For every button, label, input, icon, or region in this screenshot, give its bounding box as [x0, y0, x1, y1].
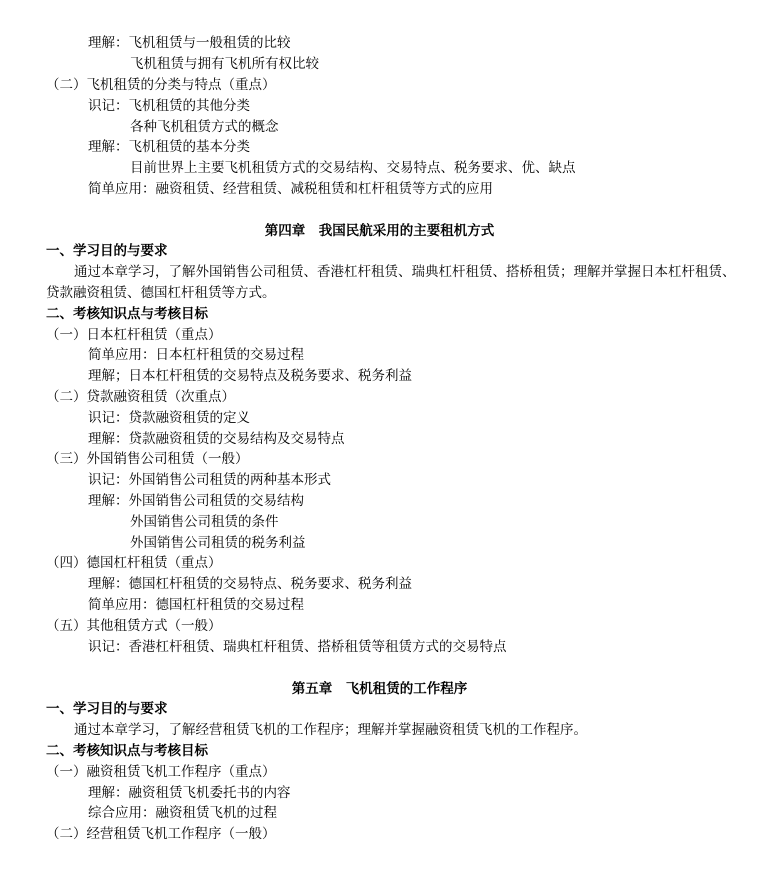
text-line: 外国销售公司租赁的条件	[130, 514, 279, 530]
text-line: 理解：贷款融资租赁的交易结构及交易特点	[88, 431, 345, 447]
text-line: 简单应用：德国杠杆租赁的交易过程	[88, 597, 304, 613]
section-heading: （二）贷款融资租赁（次重点）	[46, 389, 235, 405]
paragraph-line: 贷款融资租赁、德国杠杆租赁等方式。	[46, 285, 276, 301]
heading: 一、学习目的与要求	[46, 243, 168, 259]
text-line: 理解：德国杠杆租赁的交易特点、税务要求、税务利益	[88, 576, 412, 592]
text-line: 综合应用：融资租赁飞机的过程	[88, 805, 277, 821]
text-line: 简单应用：融资租赁、经营租赁、减税租赁和杠杆租赁等方式的应用	[88, 181, 493, 197]
text-line: 各种飞机租赁方式的概念	[130, 119, 279, 135]
section-heading: （三）外国销售公司租赁（一般）	[46, 451, 249, 467]
text-line: 理解：外国销售公司租赁的交易结构	[88, 493, 304, 509]
text-line: 识记：飞机租赁的其他分类	[88, 98, 250, 114]
text-line: 理解；日本杠杆租赁的交易特点及税务要求、税务利益	[88, 368, 412, 384]
chapter-title: 第四章 我国民航采用的主要租机方式	[264, 223, 495, 239]
text-line: 飞机租赁与拥有飞机所有权比较	[130, 56, 319, 72]
paragraph-line: 通过本章学习，了解经营租赁飞机的工作程序；理解并掌握融资租赁飞机的工作程序。	[74, 722, 587, 738]
heading: 二、考核知识点与考核目标	[46, 743, 208, 759]
section-heading: （二）飞机租赁的分类与特点（重点）	[46, 77, 276, 93]
section-heading: （四）德国杠杆租赁（重点）	[46, 555, 222, 571]
text-line: 理解：飞机租赁的基本分类	[88, 139, 250, 155]
text-line: 识记：贷款融资租赁的定义	[88, 410, 250, 426]
text-line: 理解：融资租赁飞机委托书的内容	[88, 785, 291, 801]
text-line: 识记：香港杠杆租赁、瑞典杠杆租赁、搭桥租赁等租赁方式的交易特点	[88, 639, 507, 655]
paragraph-line: 通过本章学习，了解外国销售公司租赁、香港杠杆租赁、瑞典杠杆租赁、搭桥租赁；理解并掌握日本杠杆租赁、	[74, 264, 736, 280]
text-line: 简单应用：日本杠杆租赁的交易过程	[88, 347, 304, 363]
heading: 一、学习目的与要求	[46, 701, 168, 717]
text-line: 外国销售公司租赁的税务利益	[130, 535, 306, 551]
section-heading: （二）经营租赁飞机工作程序（一般）	[46, 826, 276, 842]
text-line: 识记：外国销售公司租赁的两种基本形式	[88, 472, 331, 488]
text-line: 目前世界上主要飞机租赁方式的交易结构、交易特点、税务要求、优、缺点	[130, 160, 576, 176]
section-heading: （五）其他租赁方式（一般）	[46, 618, 222, 634]
section-heading: （一）日本杠杆租赁（重点）	[46, 327, 222, 343]
section-heading: （一）融资租赁飞机工作程序（重点）	[46, 764, 276, 780]
heading: 二、考核知识点与考核目标	[46, 306, 208, 322]
text-line: 理解：飞机租赁与一般租赁的比较	[88, 35, 291, 51]
chapter-title: 第五章 飞机租赁的工作程序	[291, 681, 468, 697]
